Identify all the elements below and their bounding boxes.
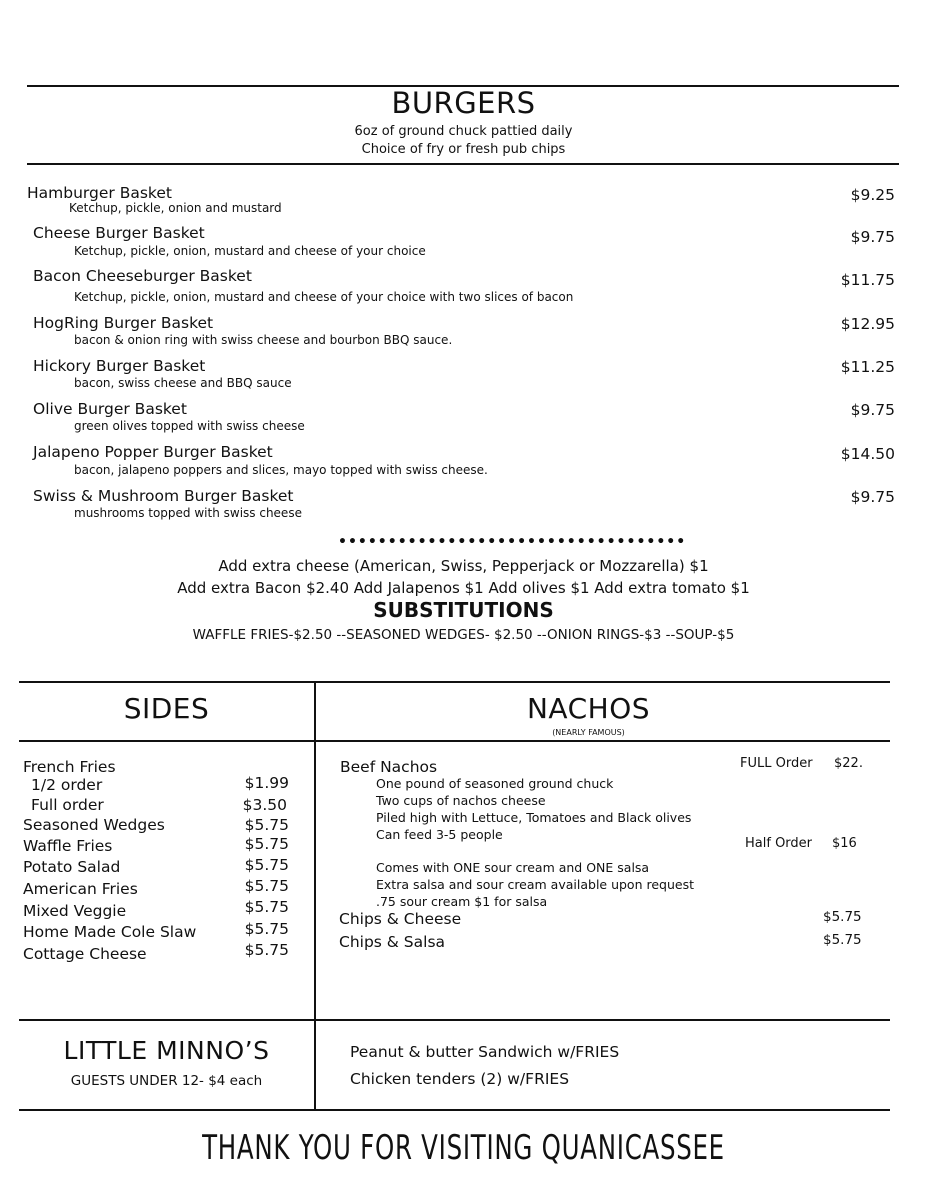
menu-item xyxy=(0,314,927,358)
menu-item xyxy=(0,400,927,444)
menu-item xyxy=(0,487,927,531)
nacho-detail: Can feed 3-5 people xyxy=(376,827,503,842)
list-item xyxy=(23,796,293,814)
item-name: Swiss & Mushroom Burger Basket xyxy=(33,487,294,505)
burgers-header-rule xyxy=(27,163,899,165)
side-name: Seasoned Wedges xyxy=(23,816,165,834)
side-price: $5.75 xyxy=(244,835,289,853)
list-item xyxy=(23,898,293,920)
menu-item xyxy=(0,184,927,228)
list-item xyxy=(23,858,293,876)
side-name: Waffle Fries xyxy=(23,837,113,855)
full-order-price: $22. xyxy=(834,756,863,771)
list-item xyxy=(23,816,293,834)
item-description: bacon, jalapeno poppers and slices, mayo topped with swiss cheese. xyxy=(74,463,488,477)
menu-item xyxy=(0,267,927,311)
item-price: $11.75 xyxy=(840,271,895,289)
half-order-price: $16 xyxy=(832,836,857,851)
side-price: $5.75 xyxy=(244,877,289,895)
kids-item: Chicken tenders (2) w/FRIES xyxy=(350,1070,570,1088)
menu-item xyxy=(0,443,927,487)
substitutions-title: SUBSTITUTIONS xyxy=(373,598,554,622)
beef-nachos-name: Beef Nachos xyxy=(340,758,438,776)
item-description: bacon, swiss cheese and BBQ sauce xyxy=(74,376,292,390)
item-price: $9.75 xyxy=(850,401,895,419)
burgers-subtitle-2: Choice of fry or fresh pub chips xyxy=(361,142,566,157)
item-name: Hickory Burger Basket xyxy=(33,357,206,375)
nacho-detail: Two cups of nachos cheese xyxy=(376,793,546,808)
column-divider xyxy=(314,682,316,1110)
dotted-divider: ••••••••••••••••••••••••••••••••••• xyxy=(338,534,687,550)
burgers-subtitle-1: 6oz of ground chuck pattied daily xyxy=(354,124,573,139)
chips-salsa-name: Chips & Salsa xyxy=(339,933,446,951)
nacho-detail: .75 sour cream $1 for salsa xyxy=(376,894,548,909)
item-description: Ketchup, pickle, onion and mustard xyxy=(69,201,282,215)
side-price: $5.75 xyxy=(244,941,289,959)
item-price: $12.95 xyxy=(840,315,895,333)
nacho-detail: Piled high with Lettuce, Tomatoes and Black olives xyxy=(376,810,692,825)
item-price: $14.50 xyxy=(840,445,895,463)
item-price: $9.75 xyxy=(850,228,895,246)
item-description: Ketchup, pickle, onion, mustard and cheese of your choice xyxy=(74,244,426,258)
list-item xyxy=(23,837,293,855)
thank-you-footer: THANK YOU FOR VISITING QUANICASSEE xyxy=(202,1128,725,1168)
side-price: $5.75 xyxy=(244,898,289,916)
bottom-rule xyxy=(19,1109,890,1111)
side-name: Potato Salad xyxy=(23,858,121,876)
chips-cheese-name: Chips & Cheese xyxy=(339,910,462,928)
list-item xyxy=(23,920,293,941)
nachos-subtitle: (NEARLY FAMOUS) xyxy=(552,728,625,737)
nacho-detail: Extra salsa and sour cream available upon request xyxy=(376,877,694,892)
chips-salsa-price: $5.75 xyxy=(823,932,862,948)
addons-line-2: Add extra Bacon $2.40 Add Jalapenos $1 Add olives $1 Add extra tomato $1 xyxy=(177,579,750,597)
nachos-title: NACHOS xyxy=(526,692,651,725)
item-description: Ketchup, pickle, onion, mustard and cheese of your choice with two slices of bacon xyxy=(74,290,574,304)
list-item xyxy=(23,941,293,963)
burgers-title: BURGERS xyxy=(391,86,536,120)
side-price: $1.99 xyxy=(244,774,289,792)
nacho-detail: One pound of seasoned ground chuck xyxy=(376,776,614,791)
half-order-label: Half Order xyxy=(745,836,813,851)
item-name: Jalapeno Popper Burger Basket xyxy=(33,443,273,461)
item-description: mushrooms topped with swiss cheese xyxy=(74,506,302,520)
item-description: bacon & onion ring with swiss cheese and bourbon BBQ sauce. xyxy=(74,333,453,347)
sides-top-rule xyxy=(19,681,890,683)
kids-subtitle: GUESTS UNDER 12- $4 each xyxy=(70,1073,263,1089)
item-price: $11.25 xyxy=(840,358,895,376)
menu-item xyxy=(0,224,927,268)
side-price: $5.75 xyxy=(244,920,289,938)
list-item xyxy=(23,877,293,898)
item-name: Cheese Burger Basket xyxy=(33,224,205,242)
item-price: $9.25 xyxy=(850,186,895,204)
menu-item xyxy=(0,357,927,401)
side-name: Mixed Veggie xyxy=(23,902,127,920)
item-name: Hamburger Basket xyxy=(27,184,172,202)
sides-title: SIDES xyxy=(123,692,210,725)
item-name: Bacon Cheeseburger Basket xyxy=(33,267,252,285)
item-name: Olive Burger Basket xyxy=(33,400,187,418)
side-name: American Fries xyxy=(23,880,138,898)
chips-cheese-price: $5.75 xyxy=(823,909,862,925)
side-name: Home Made Cole Slaw xyxy=(23,923,197,941)
side-name: Full order xyxy=(31,796,104,814)
nacho-detail: Comes with ONE sour cream and ONE salsa xyxy=(376,860,650,875)
item-price: $9.75 xyxy=(850,488,895,506)
side-price: $3.50 xyxy=(242,796,287,814)
full-order-label: FULL Order xyxy=(740,756,813,771)
sides-header-rule xyxy=(19,740,890,742)
side-name: Cottage Cheese xyxy=(23,945,147,963)
kids-title: LITTLE MINNO’S xyxy=(63,1036,270,1065)
kids-item: Peanut & butter Sandwich w/FRIES xyxy=(350,1043,620,1061)
side-price: $5.75 xyxy=(244,856,289,874)
item-name: HogRing Burger Basket xyxy=(33,314,214,332)
kids-top-rule xyxy=(19,1019,890,1021)
side-name: French Fries xyxy=(23,758,116,776)
addons-line-1: Add extra cheese (American, Swiss, Pepperjack or Mozzarella) $1 xyxy=(218,557,709,575)
side-price: $5.75 xyxy=(244,816,289,834)
side-name: 1/2 order xyxy=(31,776,103,794)
list-item xyxy=(23,776,293,794)
substitutions-line: WAFFLE FRIES-$2.50 --SEASONED WEDGES- $2.50 --ONION RINGS-$3 --SOUP-$5 xyxy=(192,627,735,643)
item-description: green olives topped with swiss cheese xyxy=(74,419,305,433)
